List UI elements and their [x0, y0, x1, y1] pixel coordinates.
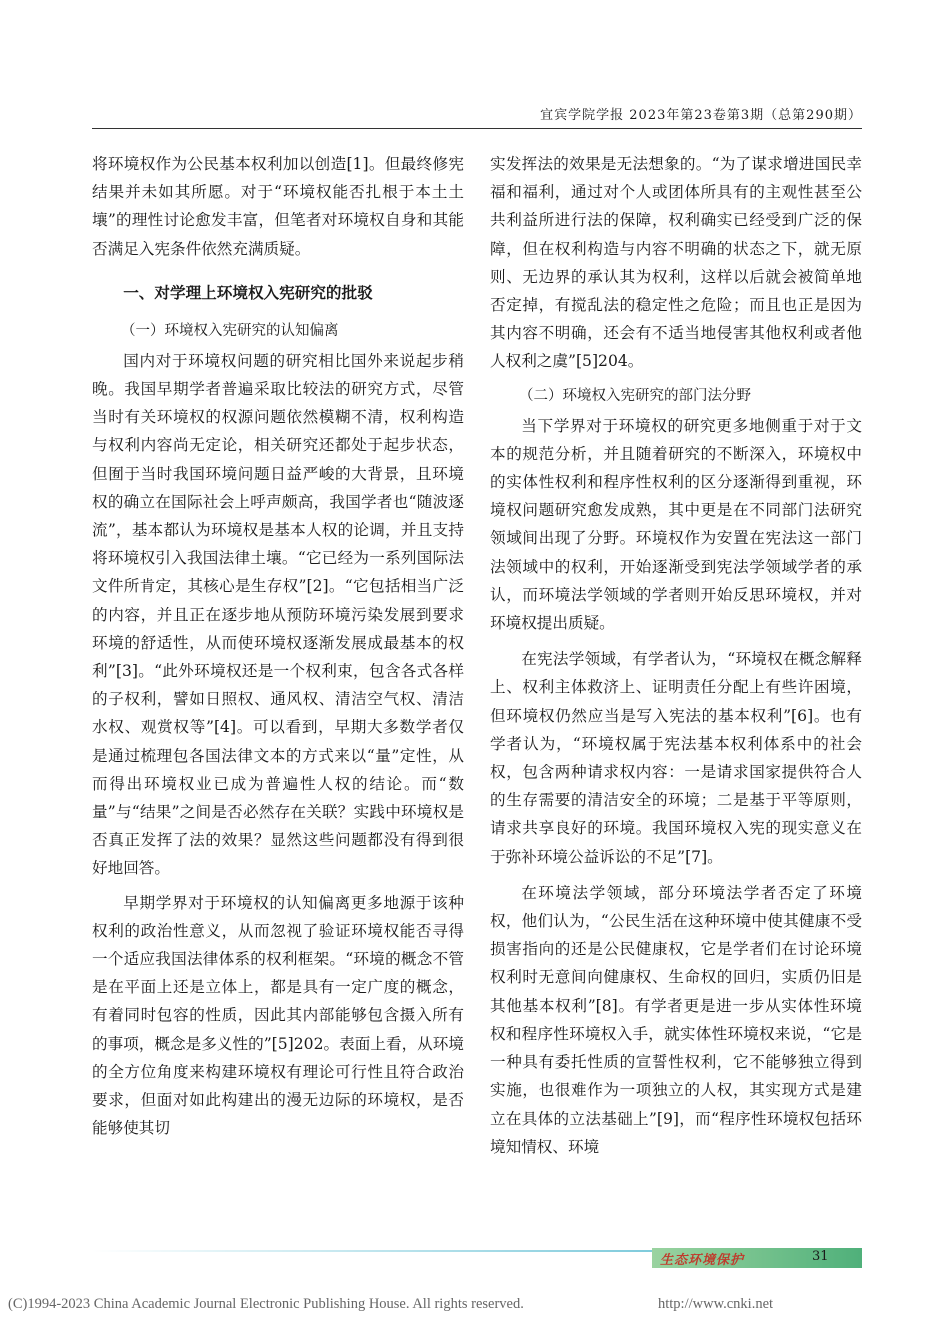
cnki-link[interactable]: http://www.cnki.net: [658, 1296, 774, 1312]
paragraph: 在环境法学领域，部分环境法学者否定了环境权，他们认为，“公民生活在这种环境中使其健康不受损害指向的还是公民健康权，它是学者们在讨论环境权利时无意间向健康权、生命权的回归，实质仍旧是其他基本权利”[8]。有学者更是进一步从实体性环境权和程序性环境权入手，就实体性环境权来说，“它是一种具有委托性质的宣誓性权利，它不能够独立得到实施，也很难作为一项独立的人权，其实现方式是建立在具体的立法基础上”[9]，而“程序性环境权包括环境知情权、环境: [490, 883, 862, 1156]
paragraph: 实发挥法的效果是无法想象的。“为了谋求增进国民幸福和福利，通过对个人或团体所具有的主观性甚至公共利益所进行法的保障，权利确实已经受到广泛的保障，但在权利构造与内容不明确的状态之下，就无原则、无边界的承认其为权利，这样以后就会被简单地否定掉，有搅乱法的稳定性之危险；而且也正是因为其内容不明确，还会有不适当地侵害其他权利或者他人权利之虞”[5]204。: [490, 155, 862, 371]
header-rule: [92, 128, 862, 129]
right-column: [490, 150, 862, 1240]
section-heading: 一、对学理上环境权入宪研究的批驳: [123, 283, 373, 302]
paragraph: 当下学界对于环境权的研究更多地侧重于对于文本的规范分析，并且随着研究的不断深入，环境权中的实体性权利和程序性权利的区分逐渐得到重视，环境权问题研究愈发成熟，其中更是在不同部门法研究领域间出现了分野。环境权作为安置在宪法这一部门法领域中的权利，开始逐渐受到宪法学领域学者的承认，而环境法学领域的学者则开始反思环境权，并对环境权提出质疑。: [490, 416, 862, 633]
footer-band: [92, 1248, 862, 1270]
page-number: 31: [812, 1249, 829, 1264]
subsection-heading: （二）环境权入宪研究的部门法分野: [519, 387, 751, 404]
paragraph: 国内对于环境权问题的研究相比国外来说起步稍晚。我国早期学者普遍采取比较法的研究方式，尽管当时有关环境权的权源问题依然模糊不清，权利构造与权利内容尚无定论，相关研究还都处于起步状态，但囿于当时我国环境问题日益严峻的大背景，且环境权的确立在国际社会上呼声颇高，我国学者也“随波逐流”，基本都认为环境权是基本人权的论调，并且支持将环境权引入我国法律土壤。“它已经为一系列国际法文件所肯定，其核心是生存权”[2]。“它包括相当广泛的内容，并且正在逐步地从预防环境污染发展到要求环境的舒适性，从而使环境权逐渐发展成最基本的权利”[3]。“此外环境权还是一个权利束，包含各式各样的子权利，譬如日照权、通风权、清洁空气权、清洁水权、观赏权等”[4]。可以看到，早期大多数学者仅是通过梳理包各国法律文本的方式来以“量”定性，从而得出环境权业已成为普遍性人权的结论。而“数量”与“结果”之间是否必然存在关联？实践中环境权是否真正发挥了法的效果？显然这些问题都没有得到很好地回答。: [92, 351, 464, 878]
paragraph: 早期学界对于环境权的认知偏离更多地源于该种权利的政治性意义，从而忽视了验证环境权能否寻得一个适应我国法律体系的权利框架。“环境的概念不管是在平面上还是立体上，都是具有一定广度的概念，有着同时包容的性质，因此其内部能够包含摄入所有的事项，概念是多义性的”[5]202。表面上看，从环境的全方位角度来构建环境权有理论可行性且符合政治要求，但面对如此构建出的漫无边际的环境权，是否能够使其切: [92, 893, 464, 1138]
footer-journal-name: 生态环境保护: [660, 1253, 745, 1268]
copyright-notice: (C)1994-2023 China Academic Journal Electronic Publishing House. All rights reserved.: [8, 1296, 524, 1312]
footer-rule: [92, 1250, 652, 1252]
copyright-line: [8, 1296, 948, 1313]
running-header: 宜宾学院学报 2023年第23卷第3期（总第290期）: [540, 108, 862, 123]
left-column: [92, 150, 464, 1240]
paragraph: 在宪法学领域，有学者认为，“环境权在概念解释上、权利主体救济上、证明责任分配上有些许困境，但环境权仍然应当是写入宪法的基本权利”[6]。也有学者认为，“环境权属于宪法基本权利体系中的社会权，包含两种请求权内容：一是请求国家提供符合人的生存需要的清洁安全的环境；二是基于平等原则，请求共享良好的环境。我国环境权入宪的现实意义在于弥补环境公益诉讼的不足”[7]。: [490, 650, 862, 866]
paragraph: 将环境权作为公民基本权利加以创造[1]。但最终修宪结果并未如其所愿。对于“环境权能否扎根于本土土壤”的理性讨论愈发丰富，但笔者对环境权自身和其能否满足入宪条件依然充满质疑。: [92, 155, 464, 258]
subsection-heading: （一）环境权入宪研究的认知偏离: [121, 322, 339, 339]
